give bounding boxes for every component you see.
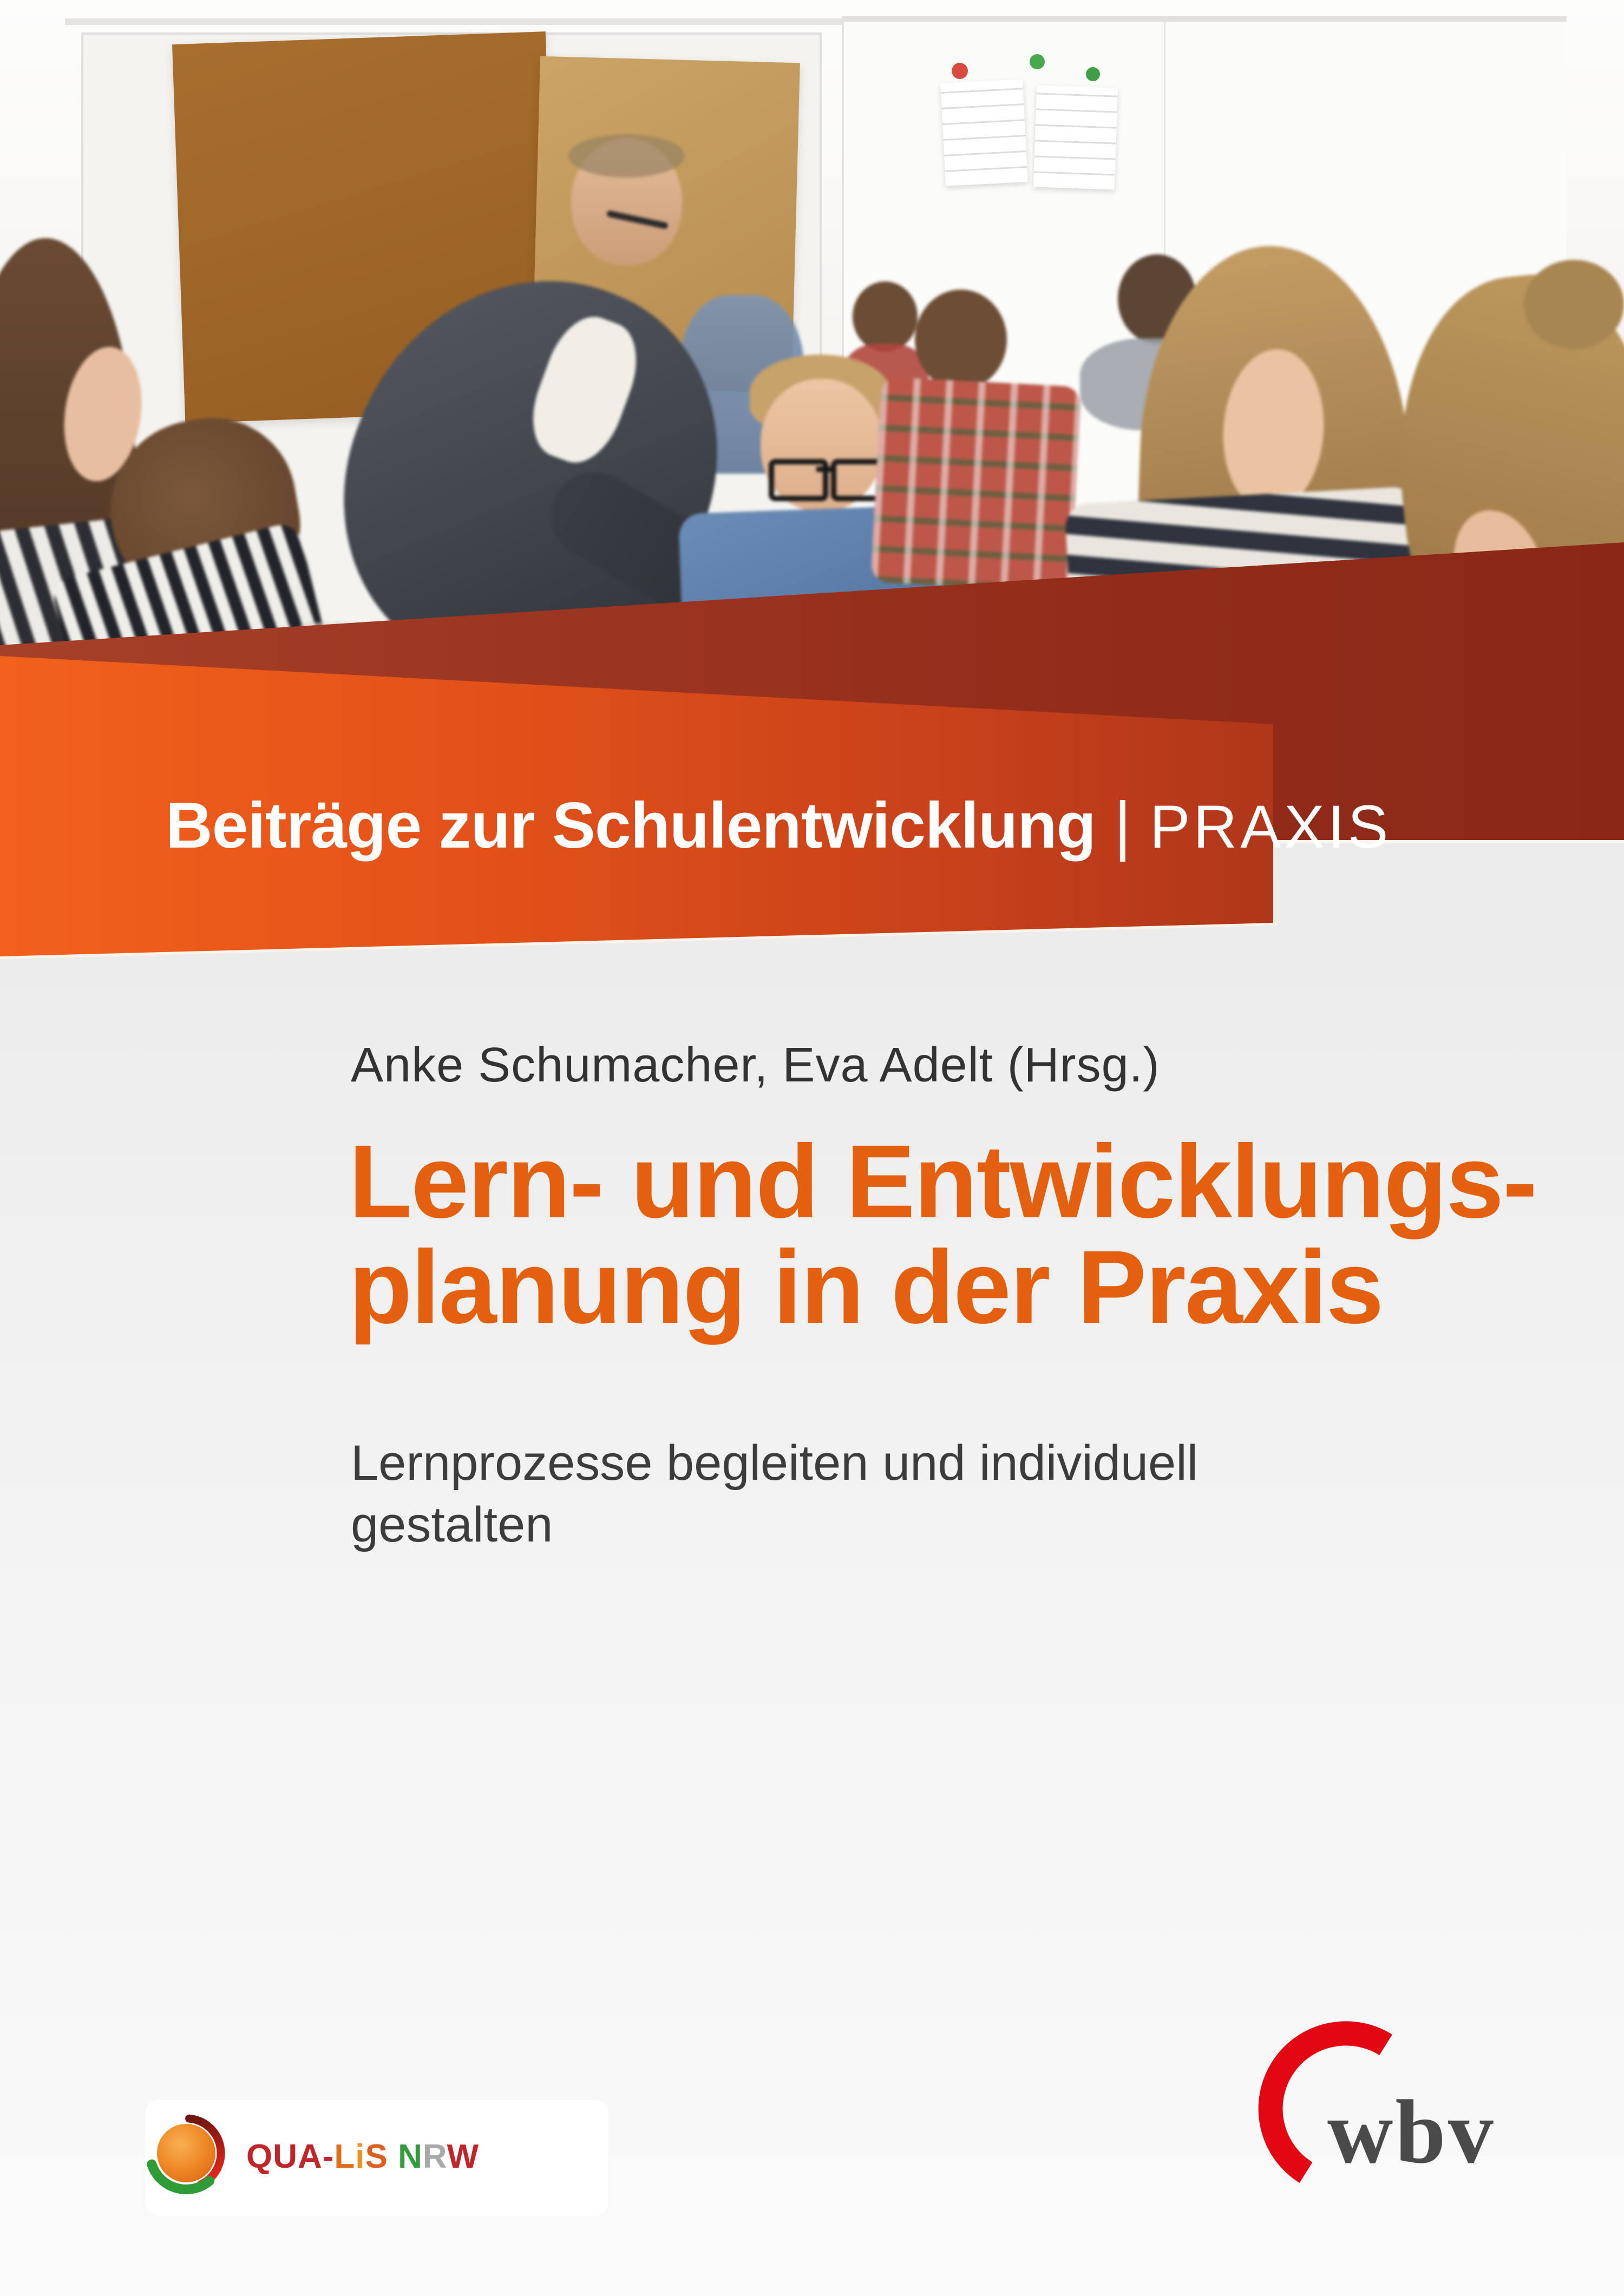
authors-line: Anke Schumacher, Eva Adelt (Hrsg.) (351, 1038, 1160, 1092)
qualis-text-s: S (365, 2138, 388, 2175)
series-praxis-label: PRAXIS (1149, 793, 1392, 861)
qualis-text-l: L (334, 2138, 356, 2175)
photo-student-red-head (853, 281, 918, 352)
series-banner (166, 788, 1392, 862)
qualis-text-n: N (398, 2138, 423, 2175)
book-subtitle-line1: Lernprozesse begleiten und individuell (351, 1435, 1199, 1491)
book-title (349, 1123, 1536, 1345)
photo-right-girl-bun (1524, 260, 1624, 349)
series-separator: | (1114, 788, 1131, 862)
photo-plaid-boy-head (915, 290, 1007, 390)
photo-plaid-boy-shirt (870, 377, 1081, 593)
book-title-line2: planung in der Praxis (349, 1228, 1383, 1345)
qualis-logo-icon (138, 2105, 257, 2214)
photo-teacher-hair (568, 134, 685, 178)
qualis-text-i: i (355, 2138, 365, 2175)
qualis-text-r: R (422, 2138, 447, 2175)
wbv-logo-text: wbv (1327, 2082, 1496, 2182)
book-subtitle-line2: gestalten (351, 1497, 553, 1553)
qualis-text-qua: QUA- (246, 2138, 335, 2175)
book-title-line1: Lern- und Entwicklungs- (349, 1123, 1536, 1239)
qualis-logo-text (246, 2140, 479, 2174)
series-title: Beiträge zur Schulentwicklung (166, 789, 1096, 862)
qualis-text-w: W (447, 2138, 480, 2175)
photo-boy-glasses-left (769, 459, 828, 501)
book-subtitle (351, 1432, 1198, 1556)
photo-boy-glasses-bridge (816, 467, 833, 472)
qualis-text-space (388, 2138, 398, 2175)
